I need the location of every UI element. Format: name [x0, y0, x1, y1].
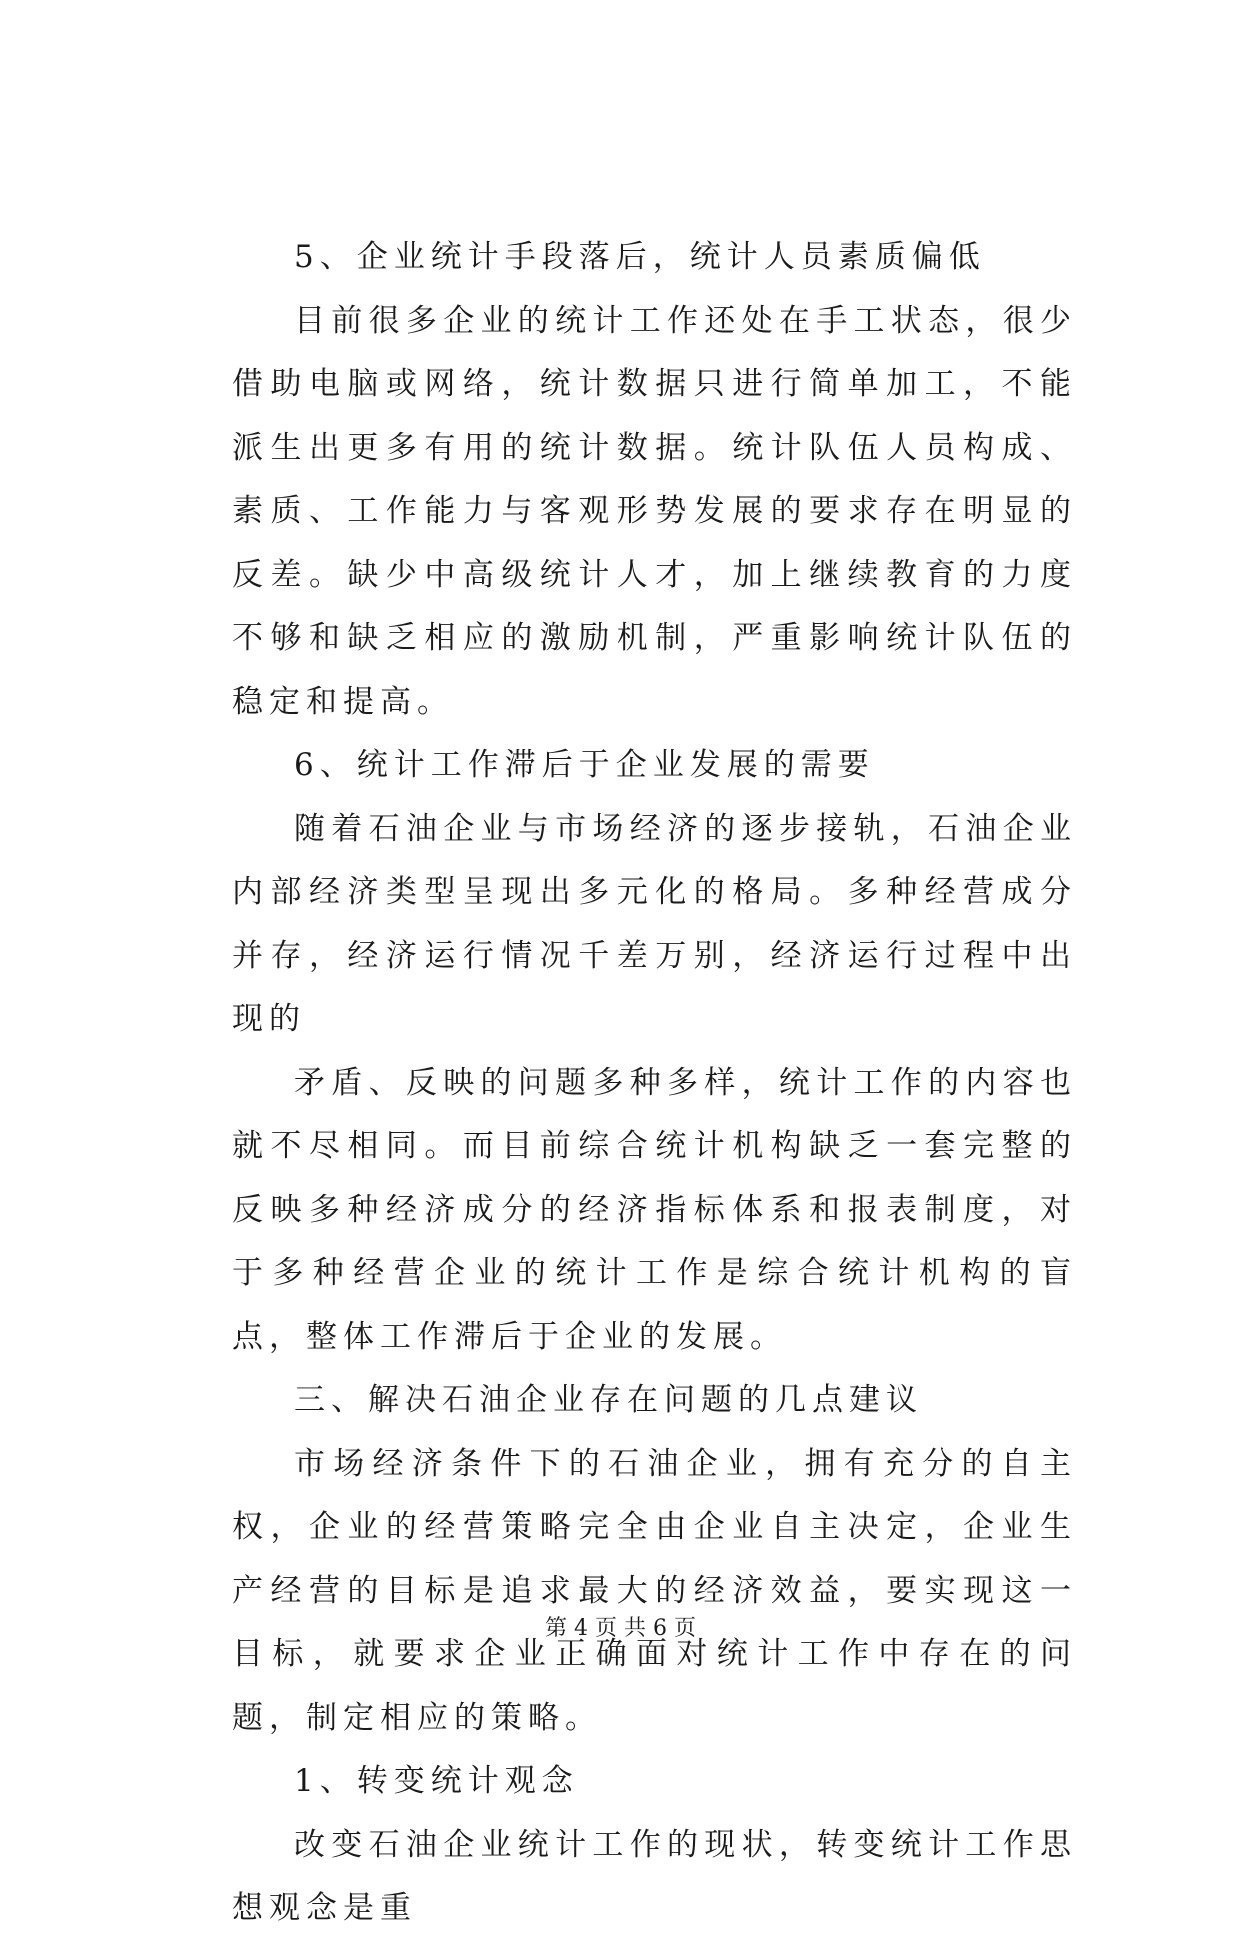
section-heading-1: 1、转变统计观念 — [294, 1763, 579, 1799]
section-heading-5: 5、企业统计手段落后，统计人员素质偏低 — [294, 239, 986, 275]
body-paragraph: 目前很多企业的统计工作还处在手工状态，很少借助电脑或网络，统计数据只进行简单加工，不能派生出更多有用的统计数据。统计队伍人员构成、素质、工作能力与客观形势发展的要求存在明显的反差。缺少中高级统计人才，加上继续教育的力度不够和缺乏相应的激励机制，严重影响统计队伍的稳定和提高。 — [232, 302, 1077, 720]
body-paragraph: 随着石油企业与市场经济的逐步接轨，石油企业内部经济类型呈现出多元化的格局。多种经营成分并存，经济运行情况千差万别，经济运行过程中出现的 — [232, 810, 1077, 1037]
body-paragraph: 矛盾、反映的问题多种多样，统计工作的内容也就不尽相同。而目前综合统计机构缺乏一套完整的反映多种经济成分的经济指标体系和报表制度，对于多种经营企业的统计工作是综合统计机构的盲点，整体工作滞后于企业的发展。 — [232, 1064, 1077, 1355]
chapter-heading-3: 三、解决石油企业存在问题的几点建议 — [294, 1382, 923, 1418]
body-paragraph: 改变石油企业统计工作的现状，转变统计工作思想观念是重 — [232, 1826, 1077, 1926]
page-number-footer: 第 4 页 共 6 页 — [545, 1616, 696, 1641]
section-heading-6: 6、统计工作滞后于企业发展的需要 — [294, 747, 875, 783]
body-paragraph: 市场经济条件下的石油企业，拥有充分的自主权，企业的经营策略完全由企业自主决定，企业生产经营的目标是追求最大的经济效益，要实现这一目标，就要求企业正确面对统计工作中存在的问题，制定相应的策略。 — [232, 1445, 1077, 1736]
document-body — [232, 226, 1077, 1941]
